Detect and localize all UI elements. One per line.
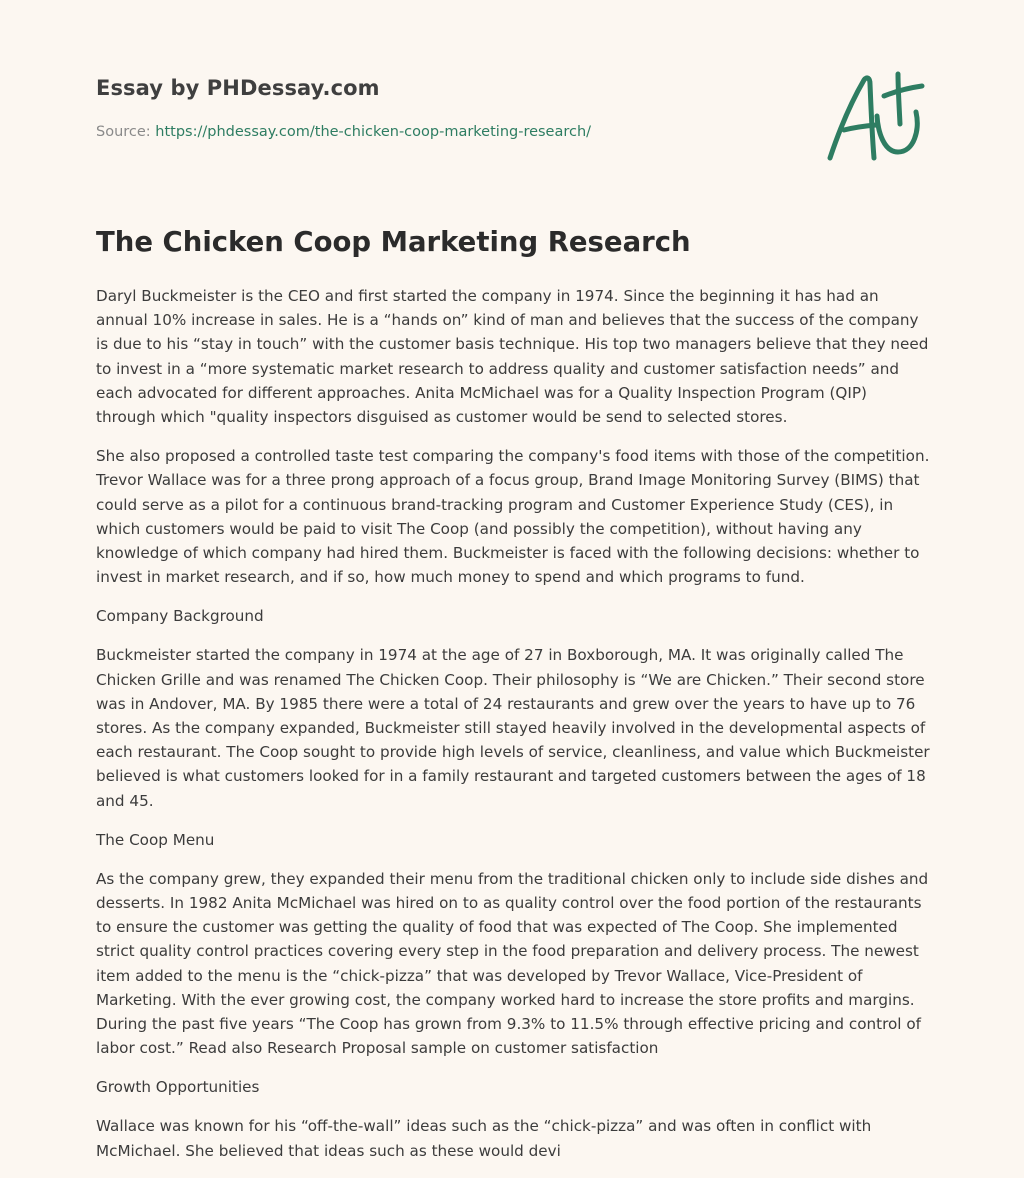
essay-title: The Chicken Coop Marketing Research (96, 226, 691, 258)
section-heading: Growth Opportunities (96, 1078, 260, 1097)
essay-paragraph: Wallace was known for his “off-the-wall” ideas such as the “chick-pizza” and was often in conflict with McMichael. She believed that ideas such as these would devi (96, 1117, 872, 1160)
essay-paragraph: Daryl Buckmeister is the CEO and first started the company in 1974. Since the beginning it has had an annual 10% increase in sales. He is a “hands on” kind of man and believes that the success of the company is due to his “stay in touch” with the customer basis technique. His top two managers believe that they need to invest in a “more systematic market research to address quality and customer satisfaction needs” and each advocated for different approaches. Anita McMichael was for a Quality Inspection Program (QIP) through which "quality inspectors disguised as customer would be send to selected stores. (96, 287, 929, 427)
essay-body (96, 284, 930, 1178)
source-label: Source: (96, 124, 156, 140)
a-plus-logo-icon (822, 68, 932, 168)
section-heading: Company Background (96, 607, 264, 626)
essay-paragraph: Buckmeister started the company in 1974 at the age of 27 in Boxborough, MA. It was originally called The Chicken Grille and was renamed The Chicken Coop. Their philosophy is “We are Chicken.” Their second store was in Andover, MA. By 1985 there were a total of 24 restaurants and grew over the years to have up to 76 stores. As the company expanded, Buckmeister still stayed heavily involved in the developmental aspects of each restaurant. The Coop sought to provide high levels of service, cleanliness, and value which Buckmeister believed is what customers looked for in a family restaurant and targeted customers between the ages of 18 and 45. (96, 646, 930, 810)
source-link[interactable]: https://phdessay.com/the-chicken-coop-marketing-research/ (155, 124, 592, 140)
essay-paragraph: As the company grew, they expanded their menu from the traditional chicken only to include side dishes and desserts. In 1982 Anita McMichael was hired on to as quality control over the food portion of the restaurants to ensure the customer was getting the quality of food that was expected of The Coop. She implemented strict quality control practices covering every step in the food preparation and delivery process. The newest item added to the menu is the “chick-pizza” that was developed by Trevor Wallace, Vice-President of Marketing. With the ever growing cost, the company worked hard to increase the store profits and margins. During the past five years “The Coop has grown from 9.3% to 11.5% through effective pricing and control of labor cost.” Read also Research Proposal sample on customer satisfaction (96, 869, 929, 1058)
essay-paragraph: She also proposed a controlled taste test comparing the company's food items with those of the competition. Trevor Wallace was for a three prong approach of a focus group, Brand Image Monitoring Survey (BIMS) that could serve as a pilot for a continuous brand-tracking program and Customer Experience Study (CES), in which customers would be paid to visit The Coop (and possibly the competition), without having any knowledge of which company had hired them. Buckmeister is faced with the following decisions: whether to invest in market research, and if so, how much money to spend and which programs to fund. (96, 447, 930, 587)
source-line (96, 124, 591, 140)
site-title: Essay by PHDessay.com (96, 76, 380, 100)
section-heading: The Coop Menu (96, 830, 215, 849)
